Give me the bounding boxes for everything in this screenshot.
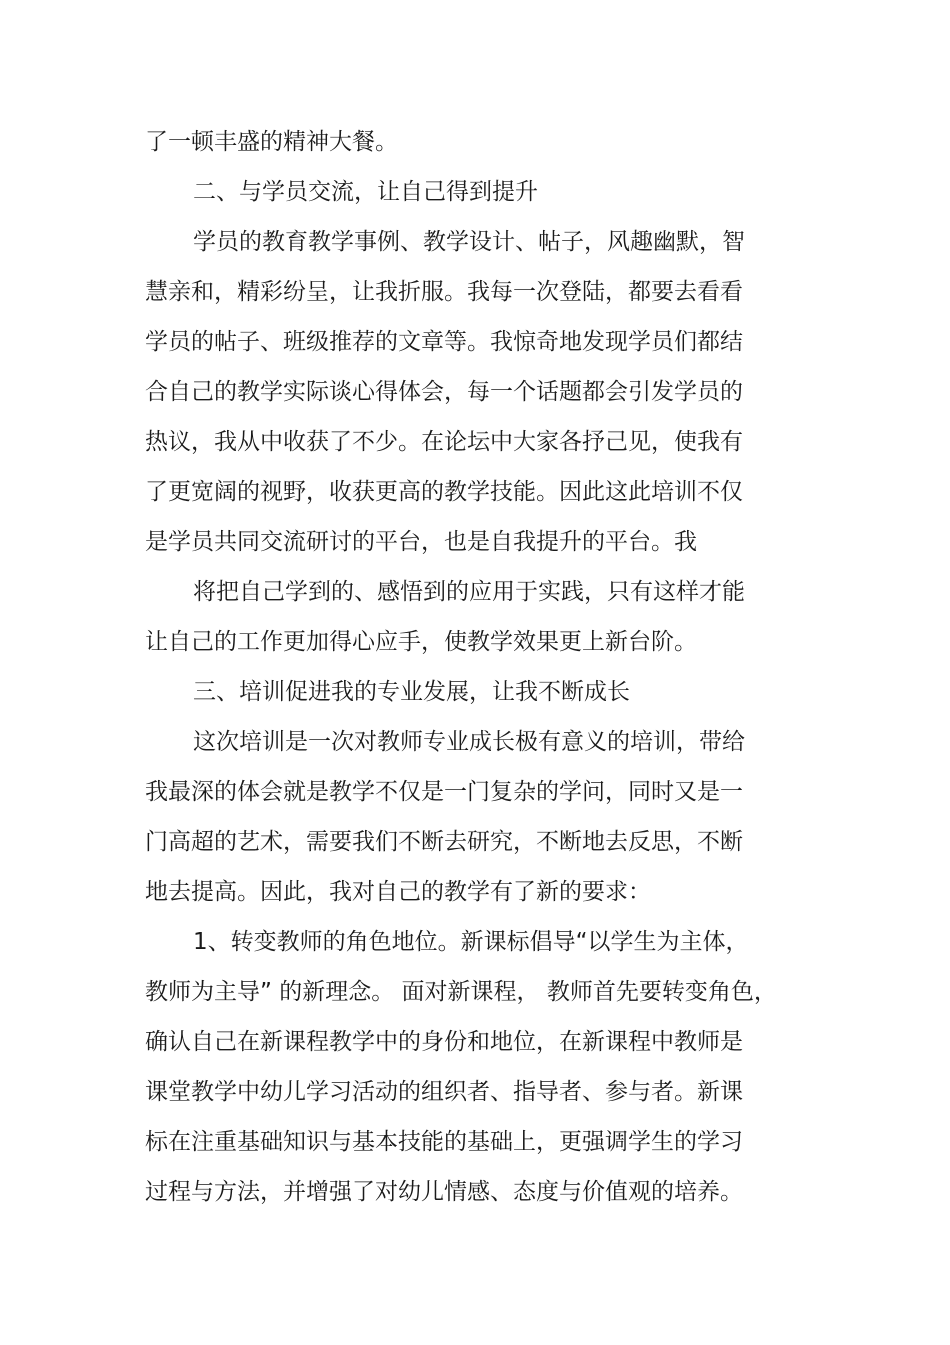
section-heading: 二、与学员交流，让自己得到提升 — [193, 179, 538, 205]
text-line: 合自己的教学实际谈心得体会，每一个话题都会引发学员的 — [145, 379, 743, 405]
text-line: 了一顿丰盛的精神大餐。 — [145, 129, 398, 155]
text-line: 这次培训是一次对教师专业成长极有意义的培训，带给 — [193, 729, 745, 755]
text-line: 将把自己学到的、感悟到的应用于实践，只有这样才能 — [193, 579, 745, 605]
text-line: 我最深的体会就是教学不仅是一门复杂的学问，同时又是一 — [145, 779, 743, 805]
text-line: 课堂教学中幼儿学习活动的组织者、指导者、参与者。新课 — [145, 1079, 743, 1105]
text-line: 地去提高。因此，我对自己的教学有了新的要求： — [145, 879, 651, 905]
text-line: 了更宽阔的视野，收获更高的教学技能。因此这此培训不仅 — [145, 479, 743, 505]
text-line: 慧亲和，精彩纷呈，让我折服。我每一次登陆，都要去看看 — [145, 279, 743, 305]
text-line: 让自己的工作更加得心应手，使教学效果更上新台阶。 — [145, 629, 697, 655]
text-line: 门高超的艺术，需要我们不断去研究，不断地去反思，不断 — [145, 829, 743, 855]
text-line: 学员的教育教学事例、教学设计、帖子，风趣幽默，智 — [193, 229, 745, 255]
text-line: 确认自己在新课程教学中的身份和地位，在新课程中教师是 — [145, 1029, 743, 1055]
text-line: 标在注重基础知识与基本技能的基础上，更强调学生的学习 — [145, 1129, 743, 1155]
text-line: 热议，我从中收获了不少。在论坛中大家各抒己见，使我有 — [145, 429, 743, 455]
text-line: 学员的帖子、班级推荐的文章等。我惊奇地发现学员们都结 — [145, 329, 743, 355]
section-heading: 三、培训促进我的专业发展，让我不断成长 — [193, 679, 630, 705]
text-line: 过程与方法，并增强了对幼儿情感、态度与价值观的培养。 — [145, 1179, 743, 1205]
list-item: 1、转变教师的角色地位。新课标倡导“以学生为主体， — [193, 929, 749, 955]
text-line: 是学员共同交流研讨的平台，也是自我提升的平台。我 — [145, 529, 697, 555]
text-line: 教师为主导” 的新理念。 面对新课程， 教师首先要转变角色， — [145, 979, 777, 1005]
